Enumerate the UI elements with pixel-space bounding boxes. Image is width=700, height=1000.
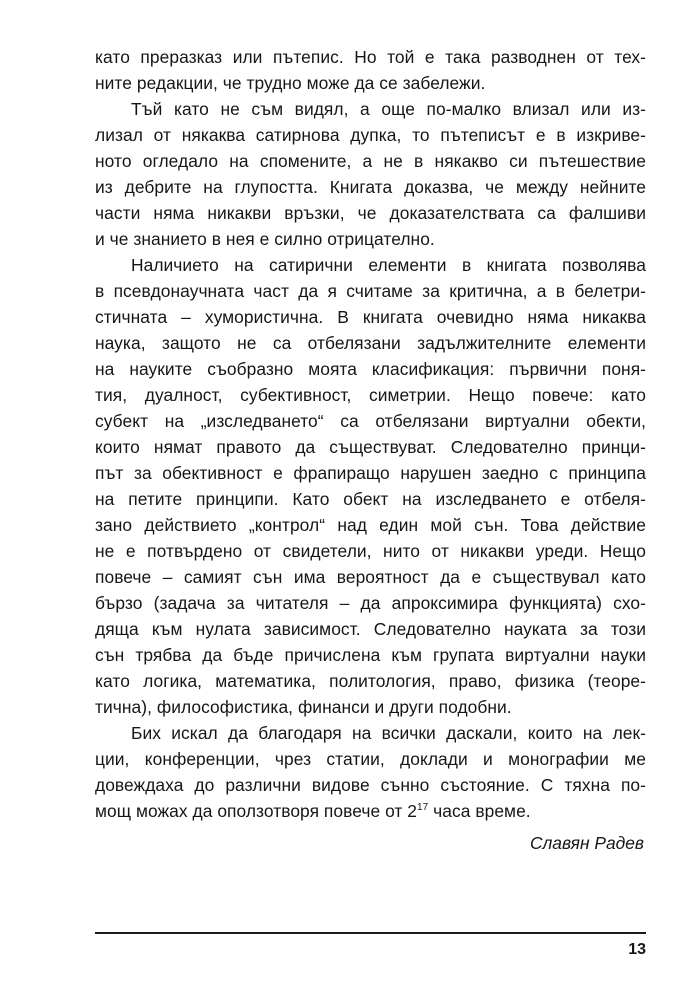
text-line: които нямат правото да съществуват. Следователно принци- <box>95 437 646 457</box>
text-line: тия, дуалност, субективност, симетрии. Нещо повече: като <box>95 385 646 405</box>
text-line: път за обективност е фрапиращо нарушен заедно с принципа <box>95 463 646 483</box>
page-number: 13 <box>628 941 646 958</box>
text-line: Бих искал да благодаря на всички даскали, които на лек- <box>131 723 646 743</box>
final-line-text: мощ можах да оползотворя повече от 2 <box>95 801 418 821</box>
text-line: като преразказ или пътепис. Но той е така разводнен от тех- <box>95 47 646 67</box>
book-page-text <box>95 44 646 856</box>
paragraph <box>95 252 646 720</box>
author-signature: Славян Радев <box>529 833 644 853</box>
text-line: тична), философистика, финанси и други подобни. <box>95 697 512 717</box>
text-line: части няма никакви връзки, че доказателствата са фалшиви <box>95 203 646 223</box>
text-line: стичната – хумористична. В книгата очевидно няма никаква <box>95 307 646 327</box>
text-line: и че знанието в нея е силно отрицателно. <box>95 229 435 249</box>
text-line: на науките съобразно моята класификация: първични поня- <box>95 359 646 379</box>
text-line: не е потвърдено от свидетели, нито от никакви уреди. Нещо <box>95 541 646 561</box>
paragraph <box>95 44 646 96</box>
footer-divider <box>95 932 646 934</box>
text-line: Тъй като не съм видял, а още по-малко влизал или из- <box>131 99 646 119</box>
paragraph <box>95 96 646 252</box>
exponent: 17 <box>417 802 429 813</box>
text-line: ното огледало на спомените, а не в някакво си пътешествие <box>95 151 646 171</box>
text-line: като логика, математика, политология, право, физика (теоре- <box>95 671 646 691</box>
text-line-final <box>95 798 646 824</box>
text-line: из дебрите на глупостта. Книгата доказва, че между нейните <box>95 177 646 197</box>
text-line: дяща към нулата зависимост. Следователно науката за този <box>95 619 646 639</box>
text-line: зано действието „контрол“ над един мой сън. Това действие <box>95 515 646 535</box>
text-line: ните редакции, че трудно може да се забележи. <box>95 73 486 93</box>
paragraph <box>95 720 646 824</box>
final-line-text-end: часа време. <box>428 801 531 821</box>
text-line: в псевдонаучната част да я считаме за критична, а в белетри- <box>95 281 646 301</box>
text-line: субект на „изследването“ са отбелязани виртуални обекти, <box>95 411 646 431</box>
text-line: ции, конференции, чрез статии, доклади и монографии ме <box>95 749 646 769</box>
text-line: сън трябва да бъде причислена към групата виртуални науки <box>95 645 646 665</box>
text-line: лизал от някаква сатирнова дупка, то пътеписът е в изкриве- <box>95 125 646 145</box>
text-line: Наличието на сатирични елементи в книгата позволява <box>131 255 646 275</box>
text-line: довеждаха до различни видове сънно състояние. С тяхна по- <box>95 775 646 795</box>
text-line: бързо (задача за читателя – да апроксимира функцията) схо- <box>95 593 646 613</box>
text-line: на петите принципи. Като обект на изследването е отбеля- <box>95 489 646 509</box>
text-line: наука, защото не са отбелязани задължителните елементи <box>95 333 646 353</box>
text-line: повече – самият сън има вероятност да е съществувал като <box>95 567 646 587</box>
